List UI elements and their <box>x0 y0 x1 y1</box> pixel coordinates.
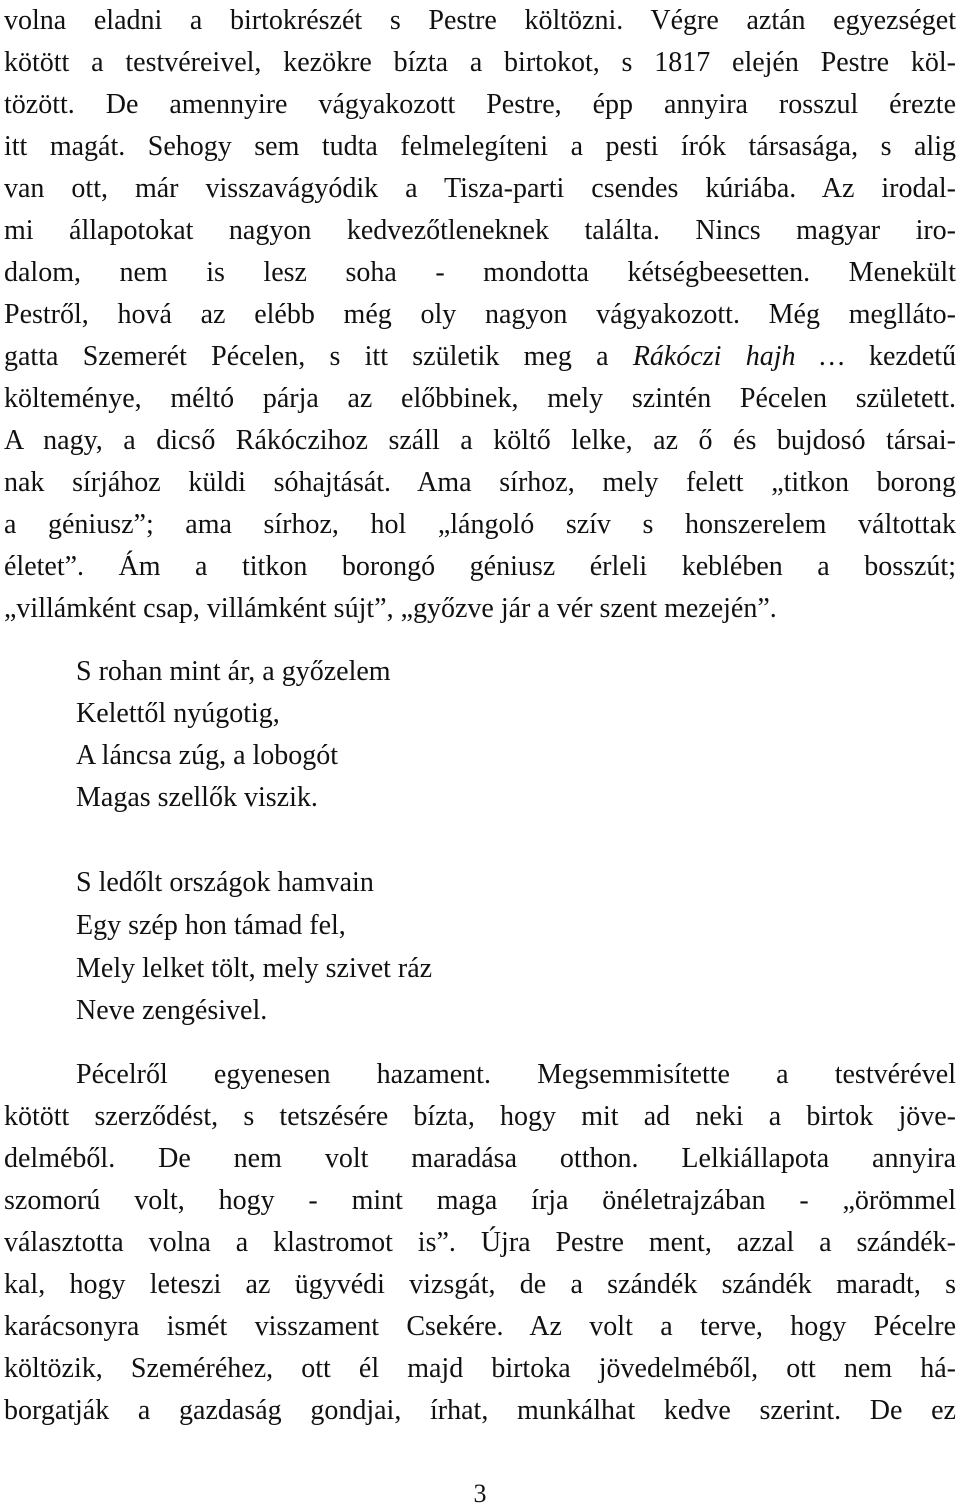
verse-line: Mely lelket tölt, mely szivet ráz <box>76 953 433 984</box>
verse-line: Egy szép hon támad fel, <box>76 910 346 941</box>
page-number: 3 <box>473 1479 487 1508</box>
poem-title-italic: Rákóczi hajh … <box>632 341 845 372</box>
text-line: kötött a testvéreivel, kezökre bízta a birtokot, s 1817 elején Pestre köl- <box>4 47 956 78</box>
text-line: a géniusz”; ama sírhoz, hol „lángoló szív s honszerelem váltottak <box>4 509 956 540</box>
text-line: „villámként csap, villámként sújt”, „győzve jár a vér szent mezején”. <box>4 593 777 624</box>
text-line: volna eladni a birtokrészét s Pestre költözni. Végre aztán egyezséget <box>4 5 956 36</box>
verse-line: Neve zengésivel. <box>76 995 268 1026</box>
verse-line: A láncsa zúg, a lobogót <box>76 740 339 771</box>
text-line: költözik, Szeméréhez, ott él majd birtoka jövedelméből, ott nem há- <box>4 1353 956 1384</box>
text-line: borgatják a gazdaság gondjai, írhat, munkálhat kedve szerint. De ez <box>4 1395 956 1426</box>
verse-line: Magas szellők viszik. <box>76 782 318 813</box>
text-line: választotta volna a klastromot is”. Újra Pestre ment, azzal a szándék- <box>4 1227 956 1258</box>
verse-line: Kelettől nyúgotig, <box>76 698 280 729</box>
text-line: dalom, nem is lesz soha - mondotta kétségbeesetten. Menekült <box>4 257 956 288</box>
text-span: gatta Szemerét Pécelen, s itt születik meg a <box>4 341 609 372</box>
text-line: tözött. De amennyire vágyakozott Pestre, épp annyira rosszul érezte <box>4 89 956 120</box>
verse-line: S rohan mint ár, a győzelem <box>76 656 391 687</box>
text-line: Pécelről egyenesen hazament. Megsemmisítette a testvérével <box>76 1059 956 1090</box>
text-line: nak sírjához küldi sóhajtását. Ama sírhoz, mely felett „titkon borong <box>4 467 956 498</box>
text-line: delméből. De nem volt maradása otthon. Lelkiállapota annyira <box>4 1143 956 1174</box>
text-line-with-italic <box>4 336 956 378</box>
text-span: kezdetű <box>868 341 957 372</box>
text-line: van ott, már visszavágyódik a Tisza-parti csendes kúriába. Az irodal- <box>4 173 956 204</box>
text-line: itt magát. Sehogy sem tudta felmelegíteni a pesti írók társasága, s alig <box>4 131 956 162</box>
text-line: Pestről, hová az elébb még oly nagyon vágyakozott. Még meglláto- <box>4 299 956 330</box>
text-line: kötött szerződést, s tetszésére bízta, hogy mit ad neki a birtok jöve- <box>4 1101 956 1132</box>
verse-line: S ledőlt országok hamvain <box>76 867 374 898</box>
text-line: életet”. Ám a titkon borongó géniusz érleli keblében a bosszút; <box>4 551 956 582</box>
text-line: mi állapotokat nagyon kedvezőtleneknek találta. Nincs magyar iro- <box>4 215 956 246</box>
text-line: kal, hogy leteszi az ügyvédi vizsgát, de a szándék szándék maradt, s <box>4 1269 956 1300</box>
text-line: A nagy, a dicső Rákóczihoz száll a költő lelke, az ő és bujdosó társai- <box>4 425 956 456</box>
text-line: karácsonyra ismét visszament Csekére. Az volt a terve, hogy Pécelre <box>4 1311 956 1342</box>
text-line: szomorú volt, hogy - mint maga írja önéletrajzában - „örömmel <box>4 1185 956 1216</box>
text-line: költeménye, méltó párja az előbbinek, mely szintén Pécelen született. <box>4 383 956 414</box>
